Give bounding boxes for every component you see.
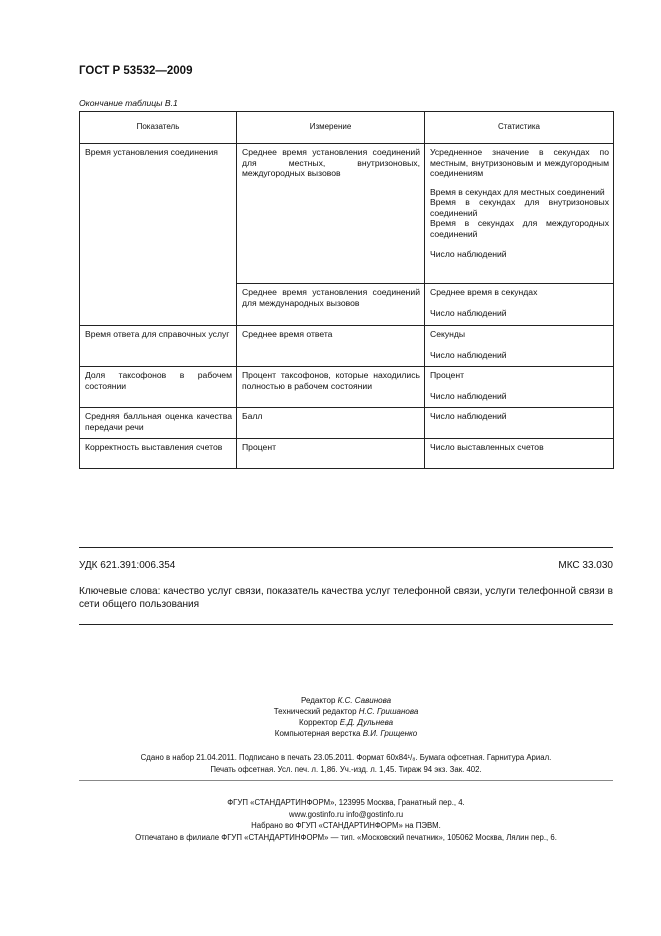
mks-code: МКС 33.030	[558, 560, 613, 571]
stats-block	[425, 144, 613, 262]
credit-line: Компьютерная верстка В.И. Грищенко	[274, 729, 418, 738]
cell-indicator	[80, 144, 237, 326]
stat-bills-count: Число выставленных счетов	[430, 442, 544, 452]
publisher-address: ФГУП «СТАНДАРТИНФОРМ», 123995 Москва, Гранатный пер., 4.	[227, 798, 465, 807]
measure-percent: Процент	[242, 442, 277, 452]
publisher-typeset: Набрано во ФГУП «СТАНДАРТИНФОРМ» на ПЭВМ.	[251, 821, 441, 830]
indicator-connection-time: Время установления соединения	[85, 147, 218, 157]
print-line-2: Печать офсетная. Усл. печ. л. 1,86. Уч.-изд. л. 1,45. Тираж 94 экз. Зак. 402.	[210, 765, 482, 774]
table-header-row	[80, 112, 614, 144]
stat-intercity: Время в секундах для междугородных соединений	[430, 218, 609, 239]
stat-average: Усредненное значение в секундах по местным, внутризоновым и междугородным соединениям	[430, 147, 609, 178]
divider	[79, 624, 613, 625]
credit-line: Корректор Е.Д. Дульнева	[298, 718, 394, 727]
measure-payphones-percent: Процент таксофонов, которые находились полностью в рабочем состоянии	[242, 370, 420, 391]
classification-row	[79, 560, 613, 571]
header-measurement: Измерение	[237, 112, 425, 144]
udk-code: УДК 621.391:006.354	[79, 560, 176, 571]
measure-local-calls: Среднее время установления соединений для местных, внутризоновых, междугородных вызовов	[242, 147, 420, 178]
publisher-printed: Отпечатано в филиале ФГУП «СТАНДАРТИНФОРМ» — тип. «Московский печатник», 105062 Москва, Лялин пер., 6.	[135, 832, 557, 842]
header-statistics: Статистика	[425, 112, 614, 144]
divider	[79, 780, 613, 781]
credit-line: Редактор К.С. Савинова	[300, 696, 392, 705]
keywords: Ключевые слова: качество услуг связи, показатель качества услуг телефонной связи, услуги телефонной связи в сети общего пользования	[79, 586, 613, 610]
table-row	[80, 326, 614, 367]
indicators-table	[79, 111, 614, 469]
measure-international-calls: Среднее время установления соединений для международных вызовов	[242, 287, 420, 308]
stat-observations: Число наблюдений	[430, 349, 507, 360]
stat-observations: Число наблюдений	[430, 249, 507, 259]
stat-observations: Число наблюдений	[430, 411, 507, 421]
document-code: ГОСТ Р 53532—2009	[79, 65, 193, 77]
indicator-payphones: Доля таксофонов в рабочем состоянии	[85, 370, 232, 391]
cell-measurement	[237, 284, 425, 326]
stat-percent: Процент	[430, 370, 465, 380]
measure-response-time: Среднее время ответа	[242, 329, 333, 339]
indicator-speech-quality: Средняя балльная оценка качества передачи речи	[85, 411, 232, 432]
publisher-web: www.gostinfo.ru info@gostinfo.ru	[288, 809, 404, 819]
credits-block	[79, 695, 613, 739]
table-row	[80, 144, 614, 284]
print-info	[79, 752, 613, 776]
stat-local: Время в секундах для местных соединений	[430, 186, 605, 197]
publisher-info	[79, 797, 613, 843]
stat-seconds: Секунды	[430, 329, 466, 339]
measure-score: Балл	[242, 411, 263, 421]
table-row	[80, 439, 614, 469]
table-caption: Окончание таблицы В.1	[79, 98, 178, 108]
table-row	[80, 367, 614, 408]
cell-measurement	[237, 144, 425, 284]
stat-observations: Число наблюдений	[430, 307, 507, 318]
indicator-billing: Корректность выставления счетов	[85, 442, 223, 452]
table-row	[80, 408, 614, 439]
cell-statistics	[425, 284, 614, 326]
divider	[79, 547, 613, 548]
stat-intrazone: Время в секундах для внутризоновых соединений	[430, 197, 609, 218]
print-line-1: Сдано в набор 21.04.2011. Подписано в печать 23.05.2011. Формат 60x84¹/₈. Бумага офсетная. Гарнитура Ариал.	[140, 753, 552, 762]
stat-average-seconds: Среднее время в секундах	[430, 287, 538, 297]
header-indicator: Показатель	[80, 112, 237, 144]
cell-statistics	[425, 144, 614, 284]
stat-observations: Число наблюдений	[430, 390, 507, 401]
indicator-reference-response: Время ответа для справочных услуг	[85, 329, 230, 339]
credit-line: Технический редактор Н.С. Гришанова	[273, 707, 419, 716]
